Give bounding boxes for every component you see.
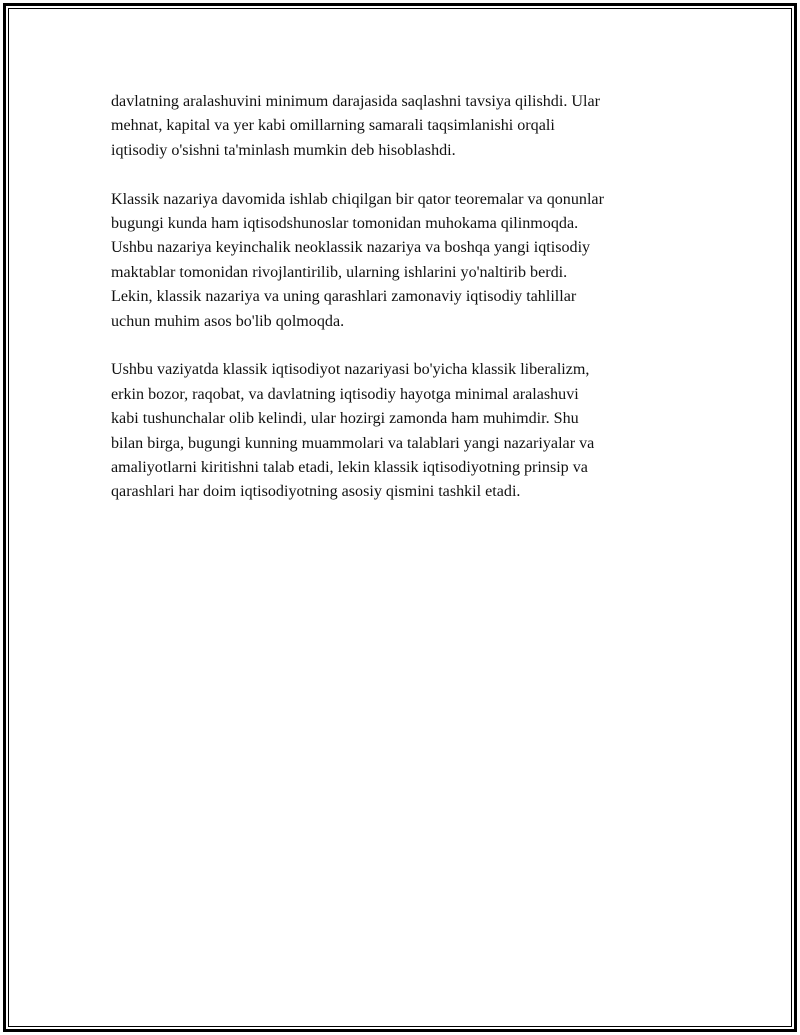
text-line: Ushbu vaziyatda klassik iqtisodiyot nazariyasi bo'yicha klassik liberalizm, bbox=[111, 361, 590, 379]
text-line: kabi tushunchalar olib kelindi, ular hozirgi zamonda ham muhimdir. Shu bbox=[111, 410, 579, 428]
text-line: Lekin, klassik nazariya va uning qarashlari zamonaviy iqtisodiy tahlillar bbox=[111, 288, 577, 306]
text-line: bugungi kunda ham iqtisodshunoslar tomonidan muhokama qilinmoqda. bbox=[111, 215, 579, 233]
text-line: qarashlari har doim iqtisodiyotning asosiy qismini tashkil etadi. bbox=[111, 483, 521, 501]
text-line: davlatning aralashuvini minimum darajasida saqlashni tavsiya qilishdi. Ular bbox=[111, 93, 600, 110]
paragraph-2 bbox=[111, 188, 691, 334]
text-line: Klassik nazariya davomida ishlab chiqilgan bir qator teoremalar va qonunlar bbox=[111, 190, 604, 208]
text-line: bilan birga, bugungi kunning muammolari va talablari yangi nazariyalar va bbox=[111, 434, 595, 452]
text-line: iqtisodiy o'sishni ta'minlash mumkin deb hisoblashdi. bbox=[111, 141, 456, 159]
text-line: erkin bozor, raqobat, va davlatning iqtisodiy hayotga minimal aralashuvi bbox=[111, 385, 579, 403]
text-line: Ushbu nazariya keyinchalik neoklassik nazariya va boshqa yangi iqtisodiy bbox=[111, 239, 591, 257]
text-line: amaliyotlarni kiritishni talab etadi, lekin klassik iqtisodiyotning prinsip va bbox=[111, 459, 588, 477]
text-line: maktablar tomonidan rivojlantirilib, ularning ishlarini yo'naltirib berdi. bbox=[111, 263, 568, 281]
paragraph-1 bbox=[111, 90, 691, 163]
text-line: uchun muhim asos bo'lib qolmoqda. bbox=[111, 312, 345, 330]
text-line: mehnat, kapital va yer kabi omillarning samarali taqsimlanishi orqali bbox=[111, 117, 555, 135]
paragraph-3 bbox=[111, 358, 691, 504]
document-body bbox=[111, 90, 691, 529]
